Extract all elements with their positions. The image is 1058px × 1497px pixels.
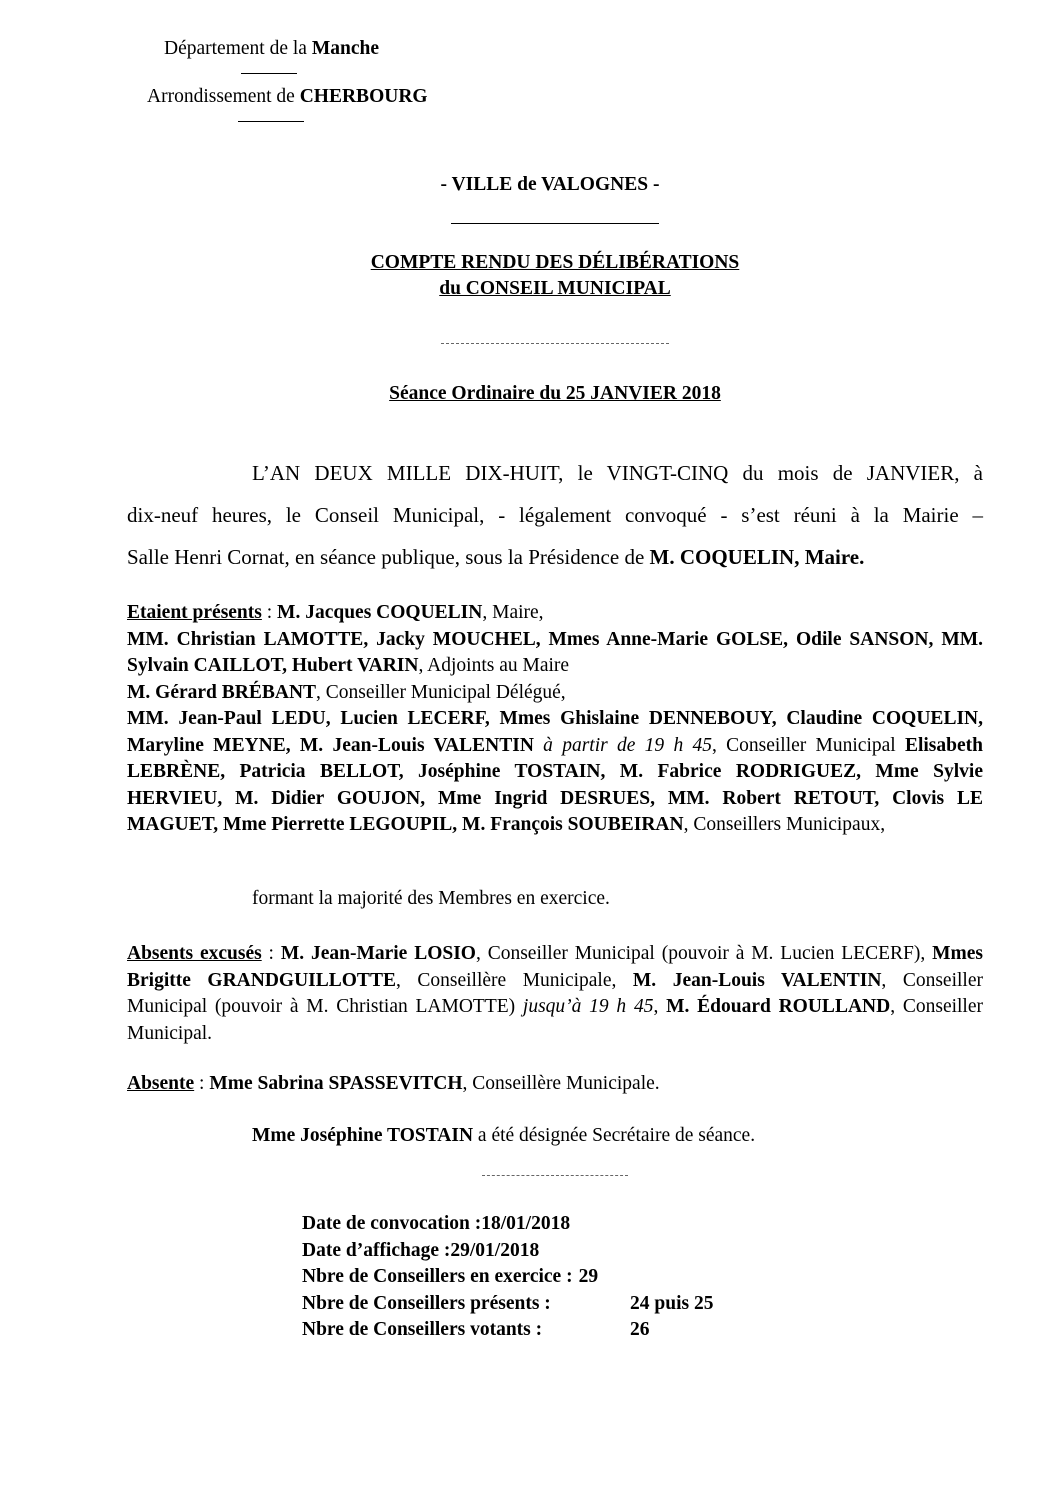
absent-3-until: jusqu’à 19 h 45 — [522, 996, 654, 1017]
meta-label: Nbre de Conseillers présents : — [302, 1292, 556, 1314]
majorite-line: formant la majorité des Membres en exercice. — [252, 888, 610, 909]
meta-label: Nbre de Conseillers votants : — [302, 1319, 547, 1340]
secretaire-text: a été désignée Secrétaire de séance. — [473, 1125, 756, 1146]
arrondissement-line — [147, 86, 428, 108]
ville-title: - VILLE de VALOGNES - — [440, 174, 660, 195]
compte-rendu-title-1: COMPTE RENDU DES DÉLIBÉRATIONS — [370, 252, 740, 273]
conseillers-names-1: MM. Jean-Paul LEDU, Lucien LECERF, Mmes Ghislaine DENNEBOUY, Claudine COQUELIN, Maryline MEYNE, M. Jean-Louis VALENTIN — [127, 708, 983, 756]
meta-row-presents — [302, 1291, 713, 1318]
presents-adjoints — [127, 627, 983, 680]
seance-title: Séance Ordinaire du 25 JANVIER 2018 — [389, 383, 721, 404]
adjoints-role: , Adjoints au Maire — [418, 655, 570, 676]
maire-role: , Maire, — [482, 602, 544, 623]
meta-block — [302, 1211, 713, 1344]
absents-sep: : — [261, 943, 281, 964]
arr-prefix: Arrondissement de — [147, 86, 300, 107]
presents-label: Etaient présents — [127, 602, 262, 623]
intro-paragraph — [127, 452, 983, 578]
meta-value: 26 — [630, 1319, 650, 1340]
absent-4-text: , Conseiller Municipal. — [127, 996, 983, 1044]
absent-2-name: Mmes Brigitte GRANDGUILLOTTE — [127, 943, 983, 991]
intro-line-1: L’AN DEUX MILLE DIX-HUIT, le VINGT-CINQ du mois de JANVIER, à — [252, 461, 983, 485]
dept-prefix: Département de la — [164, 38, 312, 59]
meta-label: Date d’affichage : — [302, 1239, 451, 1261]
conseillers-role: , Conseillers Municipaux, — [683, 814, 886, 835]
absents-excuses-label: Absents excusés — [127, 943, 262, 964]
absente-line — [127, 1073, 660, 1095]
meta-row-affichage — [302, 1238, 713, 1265]
intro-line-2: dix-neuf heures, le Conseil Municipal, - légalement convoqué - s’est réuni à la Mairie – — [127, 503, 983, 527]
title-dashed-rule — [441, 343, 669, 344]
meta-row-votants — [302, 1317, 713, 1344]
absent-1-name: M. Jean-Marie LOSIO — [280, 943, 476, 964]
absent-1-text: , Conseiller Municipal (pouvoir à M. Lucien LECERF), — [475, 943, 933, 964]
intro-line-3-text: Salle Henri Cornat, en séance publique, sous la Présidence de — [127, 545, 650, 569]
delegue-name: M. Gérard BRÉBANT — [127, 681, 317, 703]
absente-label: Absente — [127, 1073, 195, 1094]
presents-conseillers — [127, 706, 983, 839]
meta-value: 29 — [578, 1266, 599, 1287]
absent-4-name: M. Édouard ROULLAND — [666, 996, 891, 1017]
intro-line-3-president: M. COQUELIN, Maire. — [649, 545, 865, 569]
secretaire-name: Mme Joséphine TOSTAIN — [252, 1125, 474, 1146]
absente-name: Mme Sabrina SPASSEVITCH — [209, 1073, 463, 1094]
compte-rendu-title-2: du CONSEIL MUNICIPAL — [439, 278, 671, 299]
department-line — [164, 38, 379, 60]
delegue-role: , Conseiller Municipal Délégué, — [316, 681, 566, 703]
absente-role: , Conseillère Municipale. — [462, 1073, 660, 1094]
dept-name: Manche — [311, 38, 379, 59]
absents-excuses-block — [127, 941, 983, 1047]
meta-value: 18/01/2018 — [481, 1213, 571, 1234]
title-rule — [451, 223, 659, 224]
adjoints-names: MM. Christian LAMOTTE, Jacky MOUCHEL, Mmes Anne-Marie GOLSE, Odile SANSON, MM. Sylvain CAILLOT, Hubert VARIN — [127, 628, 983, 676]
secretaire-line — [252, 1125, 755, 1147]
conseiller-municipal-text: , Conseiller Municipal — [711, 734, 905, 756]
meta-value: 29/01/2018 — [450, 1239, 540, 1261]
absent-3-name: M. Jean-Louis VALENTIN — [632, 969, 882, 991]
presents-sep: : — [261, 602, 278, 623]
maire-name: M. Jacques COQUELIN — [277, 602, 483, 623]
valentin-arrival: à partir de 19 h 45 — [533, 734, 712, 756]
secretaire-dashed-rule — [482, 1175, 628, 1176]
arr-name: CHERBOURG — [299, 86, 428, 107]
header-rule-2 — [238, 121, 304, 122]
absent-3-text: , Conseiller Municipal (pouvoir à M. Christian LAMOTTE) — [127, 969, 983, 1017]
meta-row-convocation — [302, 1211, 713, 1238]
meta-value: 24 puis 25 — [630, 1292, 714, 1314]
presents-delegue — [127, 680, 983, 707]
conseillers-names-2: Elisabeth LEBRÈNE, Patricia BELLOT, Joséphine TOSTAIN, M. Fabrice RODRIGUEZ, Mme Sylvie HERVIEU, M. Didier GOUJON, Mme Ingrid DESRUES, MM. Robert RETOUT, Clovis LE MAGUET, Mme Pierrette LEGOUPIL, M. François SOUBEIRAN — [127, 734, 983, 835]
meta-label: Date de convocation : — [302, 1213, 482, 1234]
absente-sep: : — [194, 1073, 210, 1094]
absent-2-text: , Conseillère Municipale, — [395, 969, 633, 991]
absent-3-sep: , — [653, 996, 667, 1017]
header-rule-1 — [241, 73, 297, 74]
presents-block — [127, 600, 983, 839]
intro-line-3 — [127, 536, 983, 578]
meta-row-exercice — [302, 1264, 713, 1291]
meta-label: Nbre de Conseillers en exercice : — [302, 1266, 573, 1287]
presents-line-maire — [127, 600, 983, 627]
